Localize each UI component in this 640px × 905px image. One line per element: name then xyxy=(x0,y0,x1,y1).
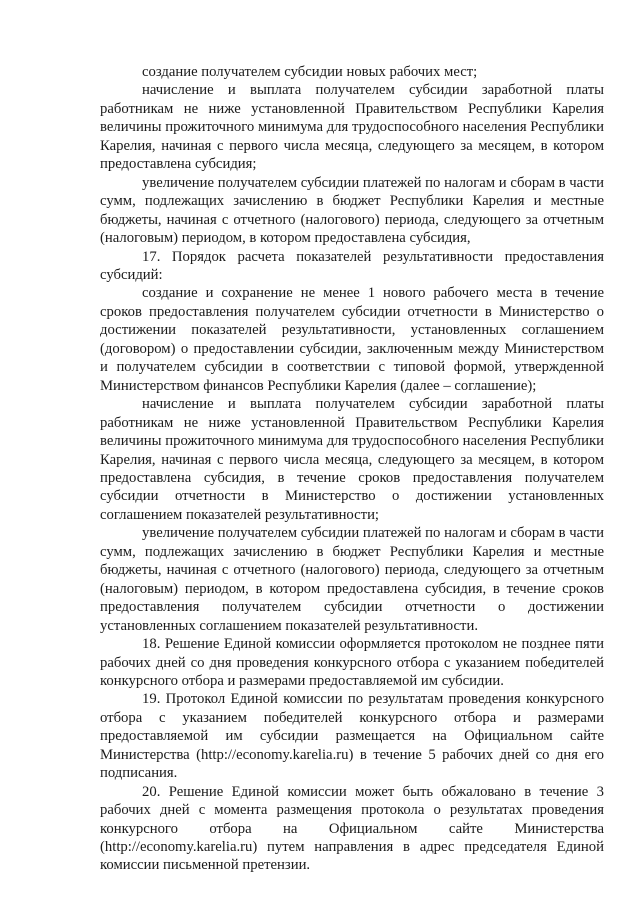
paragraph-item-18: 18. Решение Единой комиссии оформляется протоколом не позднее пяти рабочих дней со дня проведения конкурсного отбора с указанием победителей конкурсного отбора и размерами предоставляемой им субсидии. xyxy=(100,636,604,689)
paragraph-tax-increase-reporting: увеличение получателем субсидии платежей по налогам и сборам в части сумм, подлежащих зачислению в бюджет Республики Карелия и местные бюджеты, начиная с отчетного (налогового) периода, следующего за отчетным (налоговым) периодом, в котором предоставлена субсидия, в течение сроков предоставления получателем субсидии отчетности о достижении установленных соглашением показателей результативности. xyxy=(100,525,604,634)
paragraph-item-19: 19. Протокол Единой комиссии по результатам проведения конкурсного отбора с указанием победителей конкурсного отбора и размерами предоставляемой им субсидии размещается на Официальном сайте Министерства (http://economy.karelia.ru) в течение 5 рабочих дней со дня его подписания. xyxy=(100,691,604,782)
paragraph-job-creation-retention: создание и сохранение не менее 1 нового рабочего места в течение сроков предоставления получателем субсидии отчетности в Министерство о достижении показателей результативности, установленных соглашением (договором) о предоставлении субсидии, заключенным между Министерством и получателем субсидии в соответствии с типовой формой, утвержденной Министерством финансов Республики Карелия (далее – соглашение); xyxy=(100,285,604,394)
paragraph-wage-payment: начисление и выплата получателем субсидии заработной платы работникам не ниже установленной Правительством Республики Карелия величины прожиточного минимума для трудоспособного населения Республики Карелия, начиная с первого числа месяца, следующего за месяцем, в котором предоставлена субсидия; xyxy=(100,82,604,173)
paragraph-item-17: 17. Порядок расчета показателей результативности предоставления субсидий: xyxy=(100,248,604,283)
paragraph-item-20: 20. Решение Единой комиссии может быть обжаловано в течение 3 рабочих дней с момента размещения протокола о результатах проведения конкурсного отбора на Официальном сайте Министерства (http://economy.karelia.ru) путем направления в адрес председателя Единой комиссии письменной претензии. xyxy=(100,783,604,874)
paragraph-wage-payment-reporting: начисление и выплата получателем субсидии заработной платы работникам не ниже установленной Правительством Республики Карелия величины прожиточного минимума для трудоспособного населения Республики Карелия, начиная с первого числа месяца, следующего за месяцем, в котором предоставлена субсидия, в течение сроков предоставления получателем субсидии отчетности в Министерство о достижении установленных соглашением показателей результативности; xyxy=(100,396,604,523)
document-body xyxy=(100,63,604,875)
paragraph-new-jobs: создание получателем субсидии новых рабочих мест; xyxy=(142,64,478,80)
paragraph-tax-increase: увеличение получателем субсидии платежей по налогам и сборам в части сумм, подлежащих зачислению в бюджет Республики Карелия и местные бюджеты, начиная с отчетного (налогового) периода, следующего за отчетным (налоговым) периодом, в котором предоставлена субсидия, xyxy=(100,174,604,247)
